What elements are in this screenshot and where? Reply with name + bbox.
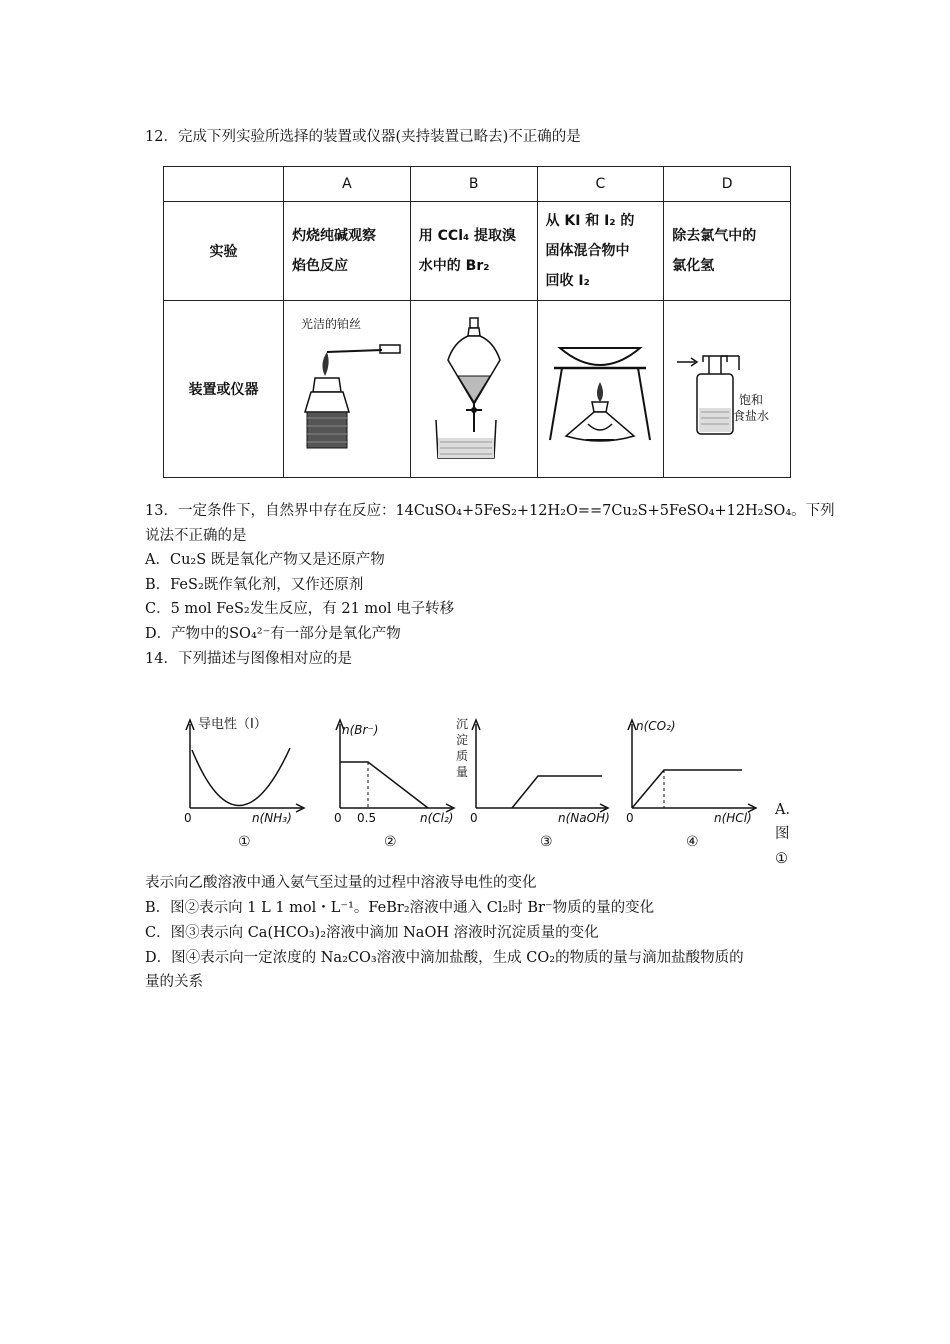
experiment-a: [284, 202, 411, 301]
q14-a-side-2: 图: [775, 826, 790, 842]
row-label-experiment: 实验: [164, 202, 284, 301]
q14-option-d-line1: D．图④表示向一定浓度的 Na₂CO₃溶液中滴加盐酸，生成 CO₂的物质的量与滴加盐酸物质的: [145, 950, 744, 966]
graph-3-origin: 0: [470, 811, 478, 825]
graph-2-xlabel: n(Cl₂): [420, 811, 454, 825]
graph-1-number: ①: [238, 834, 251, 850]
graph-4: [620, 712, 760, 856]
graph-1: [178, 712, 308, 856]
experiment-c-line3: 回收 I₂: [545, 273, 590, 290]
header-blank: [164, 167, 284, 202]
header-d: D: [664, 167, 791, 202]
graph-3-ylabel-3: 质: [456, 749, 469, 763]
graph-2: [328, 712, 458, 856]
q14-option-c: C．图③表示向 Ca(HCO₃)₂溶液中滴加 NaOH 溶液时沉淀质量的变化: [145, 925, 599, 941]
graph-4-line: [632, 770, 742, 808]
experiment-a-line1: 灼烧纯碱观察: [292, 228, 377, 245]
apparatus-d: [664, 301, 791, 478]
evaporating-dish-burner-illustration: [540, 312, 660, 462]
separatory-funnel-illustration: [414, 312, 534, 462]
gas-washing-bottle-illustration: [667, 312, 787, 462]
q14-option-b: B．图②表示向 1 L 1 mol・L⁻¹。FeBr₂溶液中通入 Cl₂时 Br⁻物质的量的变化: [145, 900, 655, 916]
saturated-label: 饱和: [739, 393, 764, 408]
apparatus-b: [410, 301, 537, 478]
platinum-wire-label: 光洁的铂丝: [300, 317, 361, 332]
q14-option-a-rest: 表示向乙酸溶液中通入氨气至过量的过程中溶液导电性的变化: [145, 875, 537, 891]
q14-a-side-1: A．: [775, 802, 800, 818]
graph-2-ylabel: n(Br⁻): [342, 723, 379, 737]
graph-1-origin: 0: [184, 811, 192, 825]
experiment-b: [410, 202, 537, 301]
q13-option-b: B．FeS₂既作氧化剂，又作还原剂: [145, 577, 364, 593]
experiment-d-line2: 氯化氢: [672, 258, 715, 275]
q14-a-side-3: ①: [775, 851, 788, 867]
q13-option-c: C．5 mol FeS₂发生反应，有 21 mol 电子转移: [145, 601, 455, 617]
graph-2-number: ②: [384, 834, 397, 850]
q13-option-a: A．Cu₂S 既是氧化产物又是还原产物: [145, 552, 385, 568]
experiment-d: [664, 202, 791, 301]
experiment-c-line1: 从 KI 和 I₂ 的: [545, 213, 635, 230]
header-a: A: [284, 167, 411, 202]
graph-3-ylabel-4: 量: [456, 765, 469, 779]
graph-3-ylabel-1: 沉: [456, 717, 469, 731]
experiment-c-line2: 固体混合物中: [545, 243, 630, 260]
graph-4-number: ④: [686, 834, 699, 850]
graph-2-origin: 0: [334, 811, 342, 825]
graph-4-origin: 0: [626, 811, 634, 825]
experiment-b-line1: 用 CCl₄ 提取溴: [418, 228, 517, 245]
q14-option-d-line2: 量的关系: [145, 974, 203, 990]
header-b: B: [410, 167, 537, 202]
graph-3: [452, 712, 612, 856]
graph-3-number: ③: [540, 834, 553, 850]
graph-3-ylabel-2: 淀: [456, 733, 469, 747]
apparatus-row: [164, 301, 791, 478]
q13-stem-line2: 说法不正确的是: [145, 528, 247, 544]
graph-2-line: [340, 762, 428, 808]
experiment-c: [537, 202, 664, 301]
graph-4-ylabel: n(CO₂): [636, 719, 676, 733]
experiment-b-line2: 水中的 Br₂: [418, 258, 490, 275]
experiment-d-line1: 除去氯气中的: [672, 228, 757, 245]
graph-2-tick: 0.5: [357, 811, 377, 825]
graph-3-line: [512, 776, 602, 808]
brine-label: 食盐水: [733, 409, 770, 424]
experiment-a-line2: 焰色反应: [292, 258, 349, 275]
graph-1-curve: [192, 748, 290, 806]
graph-1-xlabel: n(NH₃): [252, 811, 292, 825]
q14-stem: 14．下列描述与图像相对应的是: [145, 651, 352, 667]
platinum-wire-flame-illustration: [287, 312, 407, 462]
q12-stem: 12．完成下列实验所选择的装置或仪器(夹持装置已略去)不正确的是: [145, 129, 581, 145]
apparatus-c: [537, 301, 664, 478]
experiment-row: [164, 202, 791, 301]
graph-1-ylabel: 导电性（I）: [198, 717, 267, 732]
graph-3-xlabel: n(NaOH): [558, 811, 610, 825]
table-header-row: [164, 167, 791, 202]
q13-stem-line1: 13．一定条件下，自然界中存在反应：14CuSO₄+5FeS₂+12H₂O==7Cu₂S+5FeSO₄+12H₂SO₄。下列: [145, 503, 835, 519]
graph-4-xlabel: n(HCl): [714, 811, 752, 825]
q13-option-d: D．产物中的SO₄²⁻有一部分是氧化产物: [145, 626, 401, 642]
header-c: C: [537, 167, 664, 202]
row-label-apparatus: 装置或仪器: [164, 301, 284, 478]
experiment-table: [163, 166, 791, 478]
apparatus-a: [284, 301, 411, 478]
